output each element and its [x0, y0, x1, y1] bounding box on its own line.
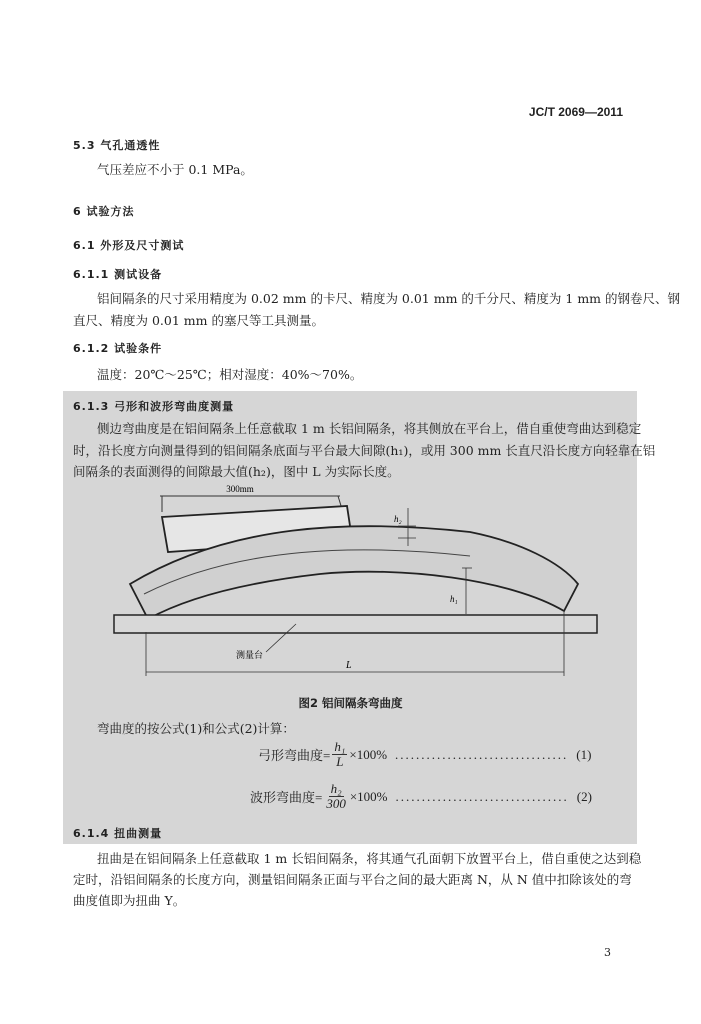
label-300mm: 300mm: [226, 484, 254, 494]
label-h1: h₁: [450, 594, 458, 604]
section-6-1-3-line2: 时，沿长度方向测量得到的铝间隔条底面与平台最大间隙(h₁)，或用 300 mm 长直尺沿长度方向轻靠在铝: [73, 443, 656, 458]
formula-1-label: 弓形弯曲度=: [258, 748, 331, 763]
formula-1-numerator: h₁: [334, 739, 346, 754]
section-6-1-4-line2: 定时，沿铝间隔条的长度方向，测量铝间隔条正面与平台之间的最大距离 N，从 N 值中扣除该处的弯: [73, 872, 632, 887]
formula-1-number: (1): [576, 746, 592, 762]
label-h2: h₂: [394, 514, 402, 524]
section-6-1-heading: 6.1 外形及尺寸测试: [73, 239, 185, 252]
figure-caption: 图2 铝间隔条弯曲度: [298, 696, 403, 710]
formula-2-label: 波形弯曲度=: [250, 790, 323, 805]
section-6-1-2-text: 温度：20℃～25℃；相对湿度：40%～70%。: [97, 367, 363, 382]
section-5-3-text: 气压差应不小于 0.1 MPa。: [97, 162, 253, 177]
formula-2-fraction: [324, 782, 348, 811]
section-6-1-4-heading: 6.1.4 扭曲测量: [73, 827, 163, 840]
formula-1: [258, 740, 591, 769]
standard-number: JC/T 2069—2011: [528, 105, 623, 119]
section-6-heading: 6 试验方法: [73, 205, 135, 218]
formula-2-dots: .................................: [395, 788, 569, 804]
section-6-1-3-line3: 间隔条的表面测得的间隙最大值(h₂)，图中 L 为实际长度。: [73, 464, 400, 479]
section-6-1-1-line1: 铝间隔条的尺寸采用精度为 0.02 mm 的卡尺、精度为 0.01 mm 的千分尺、精度为 1 mm 的钢卷尺、钢: [97, 291, 680, 306]
section-6-1-3-heading: 6.1.3 弓形和波形弯曲度测量: [73, 400, 235, 413]
section-6-1-4-line3: 曲度值即为扭曲 Y。: [73, 893, 186, 908]
label-L: L: [346, 660, 352, 671]
formula-1-tail: ×100%: [349, 746, 388, 762]
formula-1-dots: .................................: [395, 746, 569, 762]
section-6-1-1-heading: 6.1.1 测试设备: [73, 268, 163, 281]
section-6-1-3-line1: 侧边弯曲度是在铝间隔条上任意截取 1 m 长铝间隔条，将其侧放在平台上，借自重使弯曲达到稳定: [97, 421, 642, 436]
formula-1-fraction: [332, 740, 347, 769]
formula-2-number: (2): [576, 788, 592, 804]
formula-2-denominator: 300: [326, 796, 346, 811]
formula-2-numerator: h₂: [330, 781, 342, 796]
section-6-1-1-line2: 直尺、精度为 0.01 mm 的塞尺等工具测量。: [73, 313, 324, 328]
section-6-1-2-heading: 6.1.2 试验条件: [73, 342, 163, 355]
formula-2-tail: ×100%: [349, 788, 388, 804]
bending-diagram: [100, 484, 610, 689]
label-table: 测量台: [236, 651, 264, 661]
section-5-3-heading: 5.3 气孔通透性: [73, 139, 161, 152]
measuring-table: [114, 615, 597, 633]
formula-intro: 弯曲度的按公式(1)和公式(2)计算：: [97, 721, 295, 736]
formula-1-denominator: L: [336, 754, 344, 769]
formula-2: [250, 782, 592, 811]
page-number: 3: [604, 946, 611, 959]
section-6-1-4-line1: 扭曲是在铝间隔条上任意截取 1 m 长铝间隔条，将其通气孔面朝下放置平台上，借自重使之达到稳: [97, 851, 642, 866]
